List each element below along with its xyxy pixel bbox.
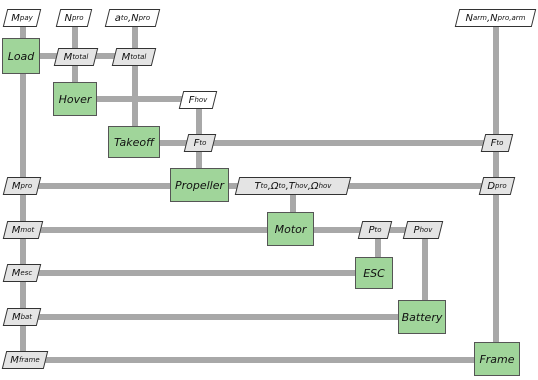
variable-tag-m-total: M total <box>114 48 154 66</box>
variable-tag-n-pro: N pro <box>58 9 90 27</box>
variable-tag-f-to: F to <box>186 134 214 152</box>
variable-tag-m-bat: M bat <box>5 308 39 326</box>
connector-line <box>20 357 496 363</box>
variable-tag-m-mot: M mot <box>5 221 41 239</box>
takeoff-block: Takeoff <box>108 126 160 158</box>
hover-block: Hover <box>53 82 97 116</box>
variable-tag-p-hov: P hov <box>405 221 441 239</box>
load-block: Load <box>2 38 40 74</box>
battery-block: Battery <box>398 300 446 334</box>
variable-tag-n-arm-n-pro-arm: N arm , N pro,arm <box>457 9 534 27</box>
variable-tag-thrust-speed: T to , Ω to , T hov , Ω hov <box>237 177 349 195</box>
connector-line <box>20 270 378 276</box>
propeller-block: Propeller <box>170 168 229 202</box>
variable-tag-a-to-n-pro: a to , N pro <box>107 9 158 27</box>
connector-line <box>20 314 425 320</box>
motor-block: Motor <box>267 212 314 246</box>
variable-tag-m-frame: M frame <box>4 351 46 369</box>
variable-tag-f-to: F to <box>483 134 511 152</box>
variable-tag-m-total: M total <box>56 48 96 66</box>
variable-tag-m-pay: M pay <box>5 9 39 27</box>
variable-tag-d-pro: D pro <box>481 177 513 195</box>
variable-tag-m-pro: M pro <box>5 177 39 195</box>
variable-tag-m-esc: M esc <box>5 264 39 282</box>
frame-block: Frame <box>474 342 520 376</box>
variable-tag-f-hov: F hov <box>181 91 215 109</box>
variable-tag-p-to: P to <box>360 221 390 239</box>
esc-block: ESC <box>355 257 393 289</box>
